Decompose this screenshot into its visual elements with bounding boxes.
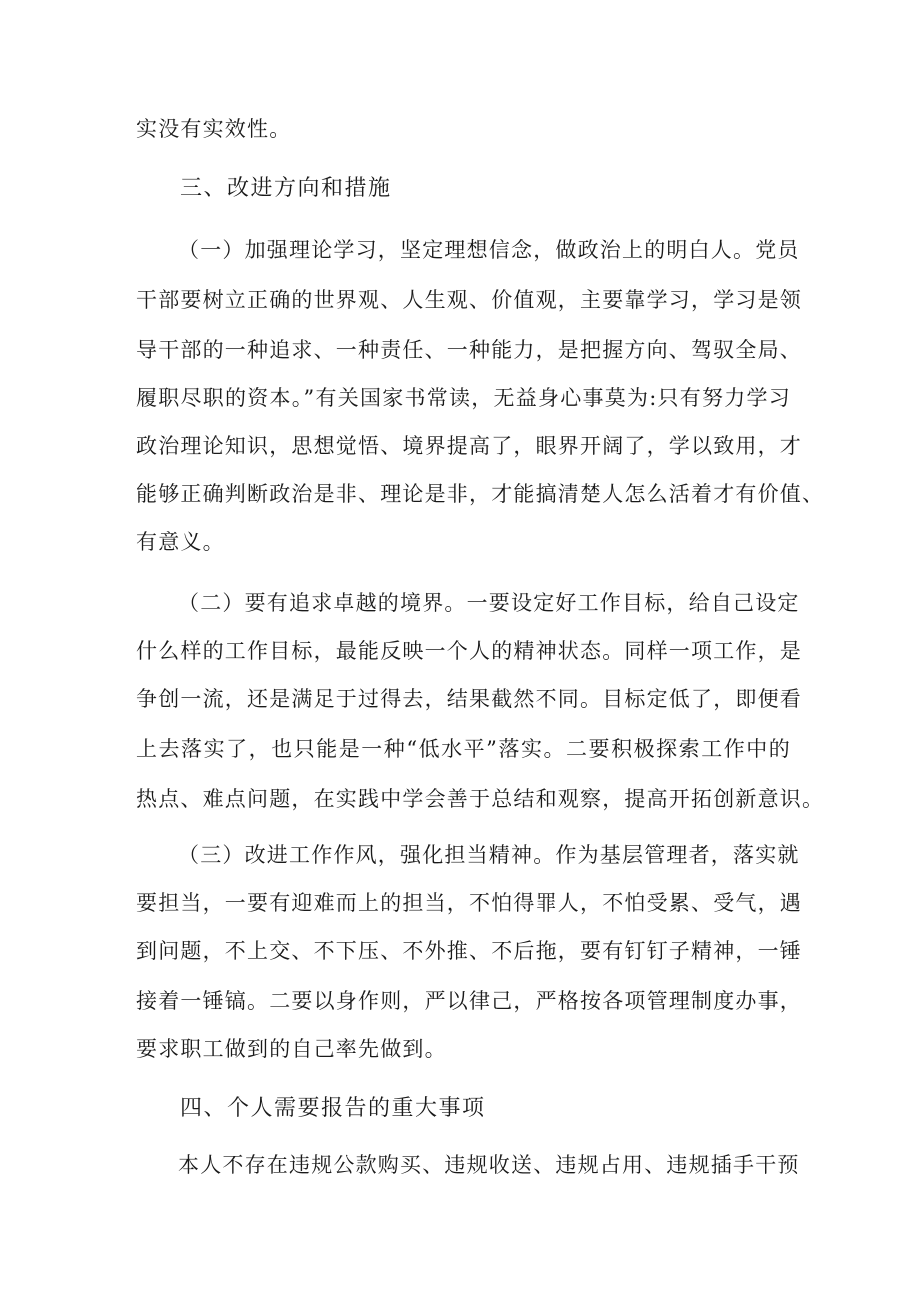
paragraph-line: 什么样的工作目标，最能反映一个人的精神状态。同样一项工作，是 [136, 639, 802, 663]
paragraph-line: 干部要树立正确的世界观、人生观、价值观，主要靠学习，学习是领 [136, 288, 802, 312]
paragraph-line: 导干部的一种追求、一种责任、一种能力，是把握方向、驾驭全局、 [136, 338, 802, 362]
paragraph-line: 上去落实了，也只能是一种“低水平”落实。二要积极探索工作中的 [136, 737, 791, 761]
paragraph-line: 要求职工做到的自己率先做到。 [136, 1037, 447, 1061]
paragraph-line: （三）改进工作作风，强化担当精神。作为基层管理者，落实就 [178, 843, 800, 867]
paragraph-line: （二）要有追求卓越的境界。一要设定好工作目标，给自己设定 [178, 591, 800, 615]
paragraph-line: 有意义。 [136, 530, 225, 554]
paragraph-line: 政治理论知识，思想觉悟、境界提高了，眼界开阔了，学以致用，才 [136, 434, 802, 458]
paragraph-line: 实没有实效性。 [136, 117, 292, 141]
paragraph-line: 履职尽职的资本。”有关国家书常读，无益身心事莫为:只有努力学习 [136, 386, 791, 410]
paragraph-line: 热点、难点问题，在实践中学会善于总结和观察，提高开拓创新意识。 [136, 787, 825, 811]
paragraph-line: 争创一流，还是满足于过得去，结果截然不同。目标定低了，即便看 [136, 687, 802, 711]
section-heading-4: 四、个人需要报告的重大事项 [180, 1096, 486, 1121]
paragraph-line: 接着一锤镐。二要以身作则，严以律己，严格按各项管理制度办事， [136, 989, 802, 1013]
paragraph-line: 本人不存在违规公款购买、违规收送、违规占用、违规插手干预 [178, 1153, 800, 1177]
paragraph-line: （一）加强理论学习，坚定理想信念，做政治上的明白人。党员 [178, 238, 800, 262]
paragraph-line: 要担当，一要有迎难而上的担当，不怕得罪人，不怕受累、受气，遇 [136, 891, 802, 915]
paragraph-line: 到问题，不上交、不下压、不外推、不后拖，要有钉钉子精神，一锤 [136, 939, 802, 963]
paragraph-line: 能够正确判断政治是非、理论是非，才能搞清楚人怎么活着才有价值、 [136, 482, 825, 506]
section-heading-3: 三、改进方向和措施 [180, 176, 392, 201]
